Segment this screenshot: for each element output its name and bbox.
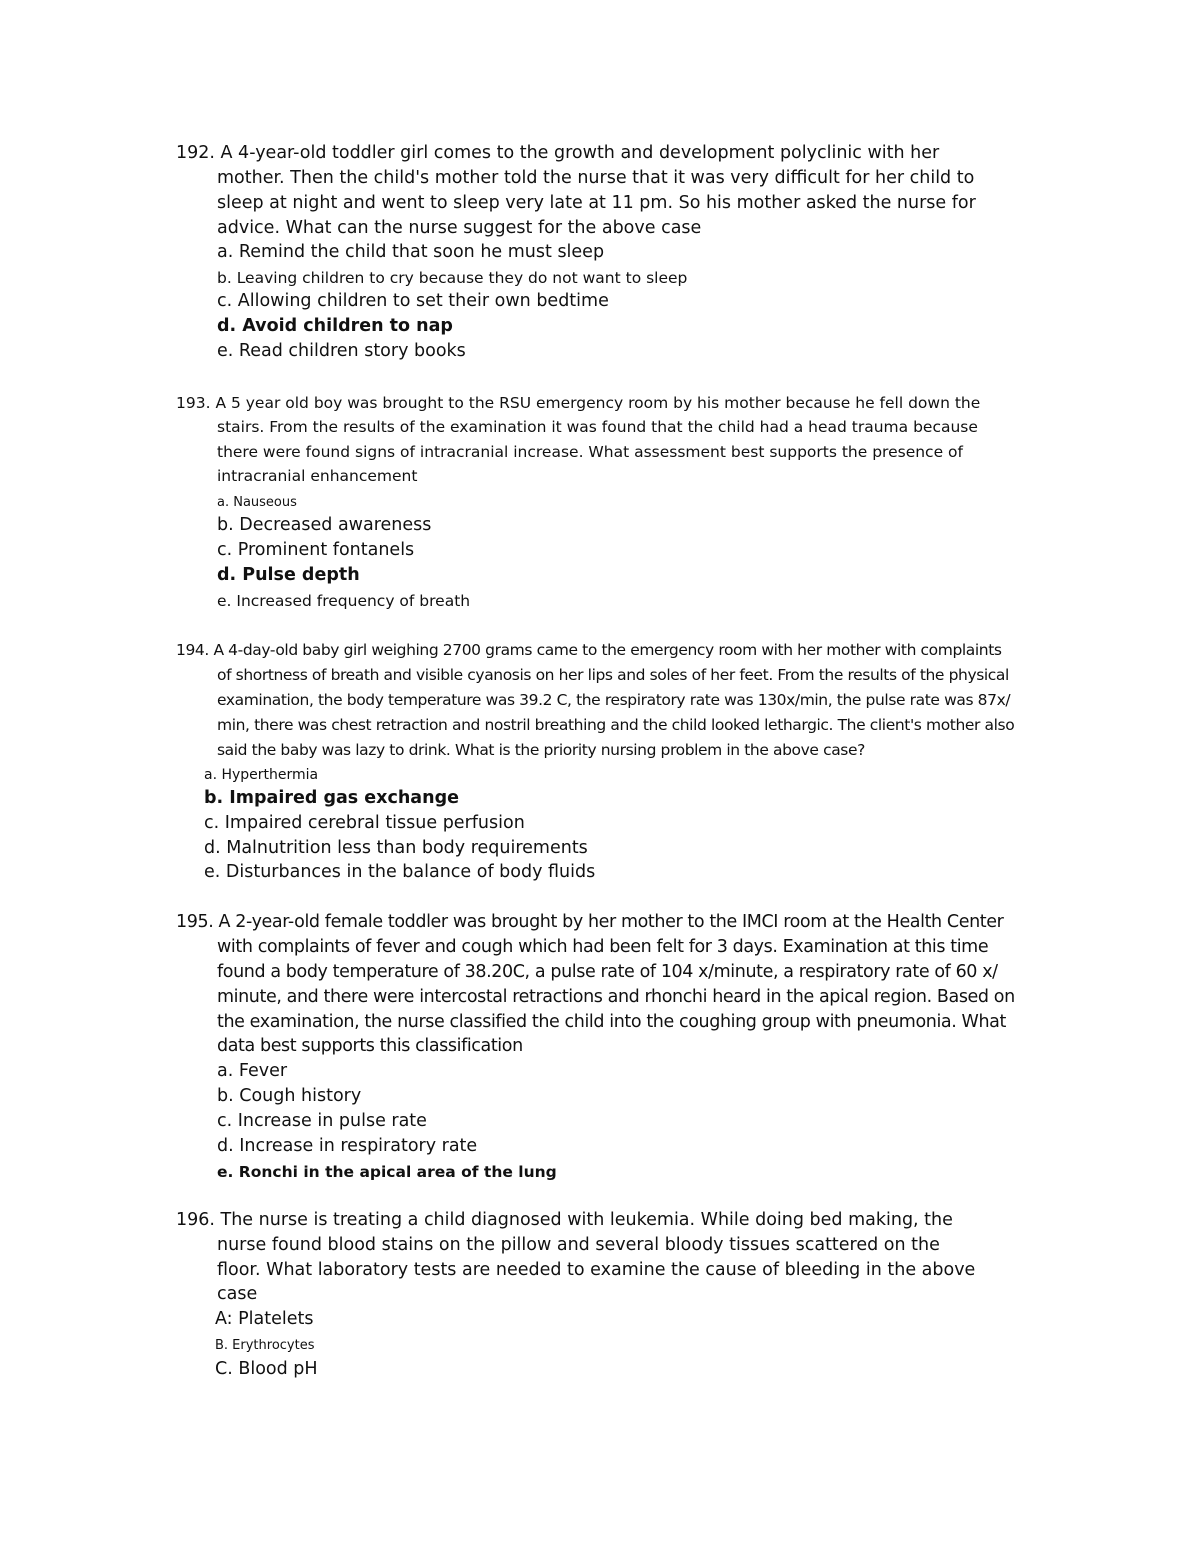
question-stem-line: of shortness of breath and visible cyanosis on her lips and soles of her feet. From the results of the physical <box>217 666 1009 684</box>
option-a: a. Hyperthermia <box>204 767 319 783</box>
option-e: e. Read children story books <box>217 341 466 361</box>
option-a: A: Platelets <box>215 1309 314 1329</box>
question-stem-line: 194. A 4-day-old baby girl weighing 2700 grams came to the emergency room with her mother with complaints <box>176 641 1002 659</box>
option-b: b. Leaving children to cry because they do not want to sleep <box>217 269 688 287</box>
question-stem-line: there were found signs of intracranial increase. What assessment best supports the presence of <box>217 443 963 461</box>
option-b: b. Cough history <box>217 1086 362 1106</box>
question-stem-line: floor. What laboratory tests are needed to examine the cause of bleeding in the above <box>217 1260 976 1280</box>
question-stem-line: examination, the body temperature was 39.2 C, the respiratory rate was 130x/min, the pulse rate was 87x/ <box>217 691 1011 709</box>
question-stem-line: nurse found blood stains on the pillow and several bloody tissues scattered on the <box>217 1235 940 1255</box>
question-stem-line: 195. A 2-year-old female toddler was brought by her mother to the IMCI room at the Health Center <box>176 912 1004 932</box>
option-e: e. Increased frequency of breath <box>217 592 471 610</box>
question-stem-line: advice. What can the nurse suggest for the above case <box>217 218 702 238</box>
option-d: d. Malnutrition less than body requirements <box>204 838 588 858</box>
question-stem-line: 192. A 4-year-old toddler girl comes to the growth and development polyclinic with her <box>176 143 940 163</box>
option-c: c. Increase in pulse rate <box>217 1111 427 1131</box>
question-stem-line: sleep at night and went to sleep very late at 11 pm. So his mother asked the nurse for <box>217 193 976 213</box>
question-stem-line: found a body temperature of 38.20C, a pulse rate of 104 x/minute, a respiratory rate of 60 x/ <box>217 962 998 982</box>
question-stem-line: with complaints of fever and cough which had been felt for 3 days. Examination at this time <box>217 937 989 957</box>
option-d-correct: d. Avoid children to nap <box>217 316 453 336</box>
option-d-correct: d. Pulse depth <box>217 565 360 585</box>
option-c: C. Blood pH <box>215 1359 318 1379</box>
option-a: a. Fever <box>217 1061 288 1081</box>
question-stem-line: minute, and there were intercostal retractions and rhonchi heard in the apical region. Based on <box>217 987 1015 1007</box>
question-stem-line: min, there was chest retraction and nostril breathing and the child looked lethargic. The client's mother also <box>217 716 1015 734</box>
option-b: B. Erythrocytes <box>215 1338 315 1353</box>
question-stem-line: mother. Then the child's mother told the nurse that it was very difficult for her child to <box>217 168 975 188</box>
option-d: d. Increase in respiratory rate <box>217 1136 478 1156</box>
option-e: e. Disturbances in the balance of body fluids <box>204 862 596 882</box>
option-b: b. Decreased awareness <box>217 515 432 535</box>
option-c: c. Allowing children to set their own bedtime <box>217 291 609 311</box>
question-stem-line: intracranial enhancement <box>217 467 418 485</box>
option-c: c. Prominent fontanels <box>217 540 415 560</box>
question-stem-line: case <box>217 1284 258 1304</box>
question-stem-line: stairs. From the results of the examination it was found that the child had a head trauma because <box>217 418 978 436</box>
option-e-correct: e. Ronchi in the apical area of the lung <box>217 1163 557 1181</box>
question-stem-line: data best supports this classification <box>217 1036 523 1056</box>
option-c: c. Impaired cerebral tissue perfusion <box>204 813 525 833</box>
question-stem-line: said the baby was lazy to drink. What is the priority nursing problem in the above case? <box>217 741 865 759</box>
option-b-correct: b. Impaired gas exchange <box>204 788 459 808</box>
option-a: a. Remind the child that soon he must sleep <box>217 242 605 262</box>
question-stem-line: 193. A 5 year old boy was brought to the RSU emergency room by his mother because he fell down the <box>176 394 981 412</box>
option-a: a. Nauseous <box>217 495 297 510</box>
question-stem-line: 196. The nurse is treating a child diagnosed with leukemia. While doing bed making, the <box>176 1210 953 1230</box>
question-stem-line: the examination, the nurse classified the child into the coughing group with pneumonia. What <box>217 1012 1006 1032</box>
